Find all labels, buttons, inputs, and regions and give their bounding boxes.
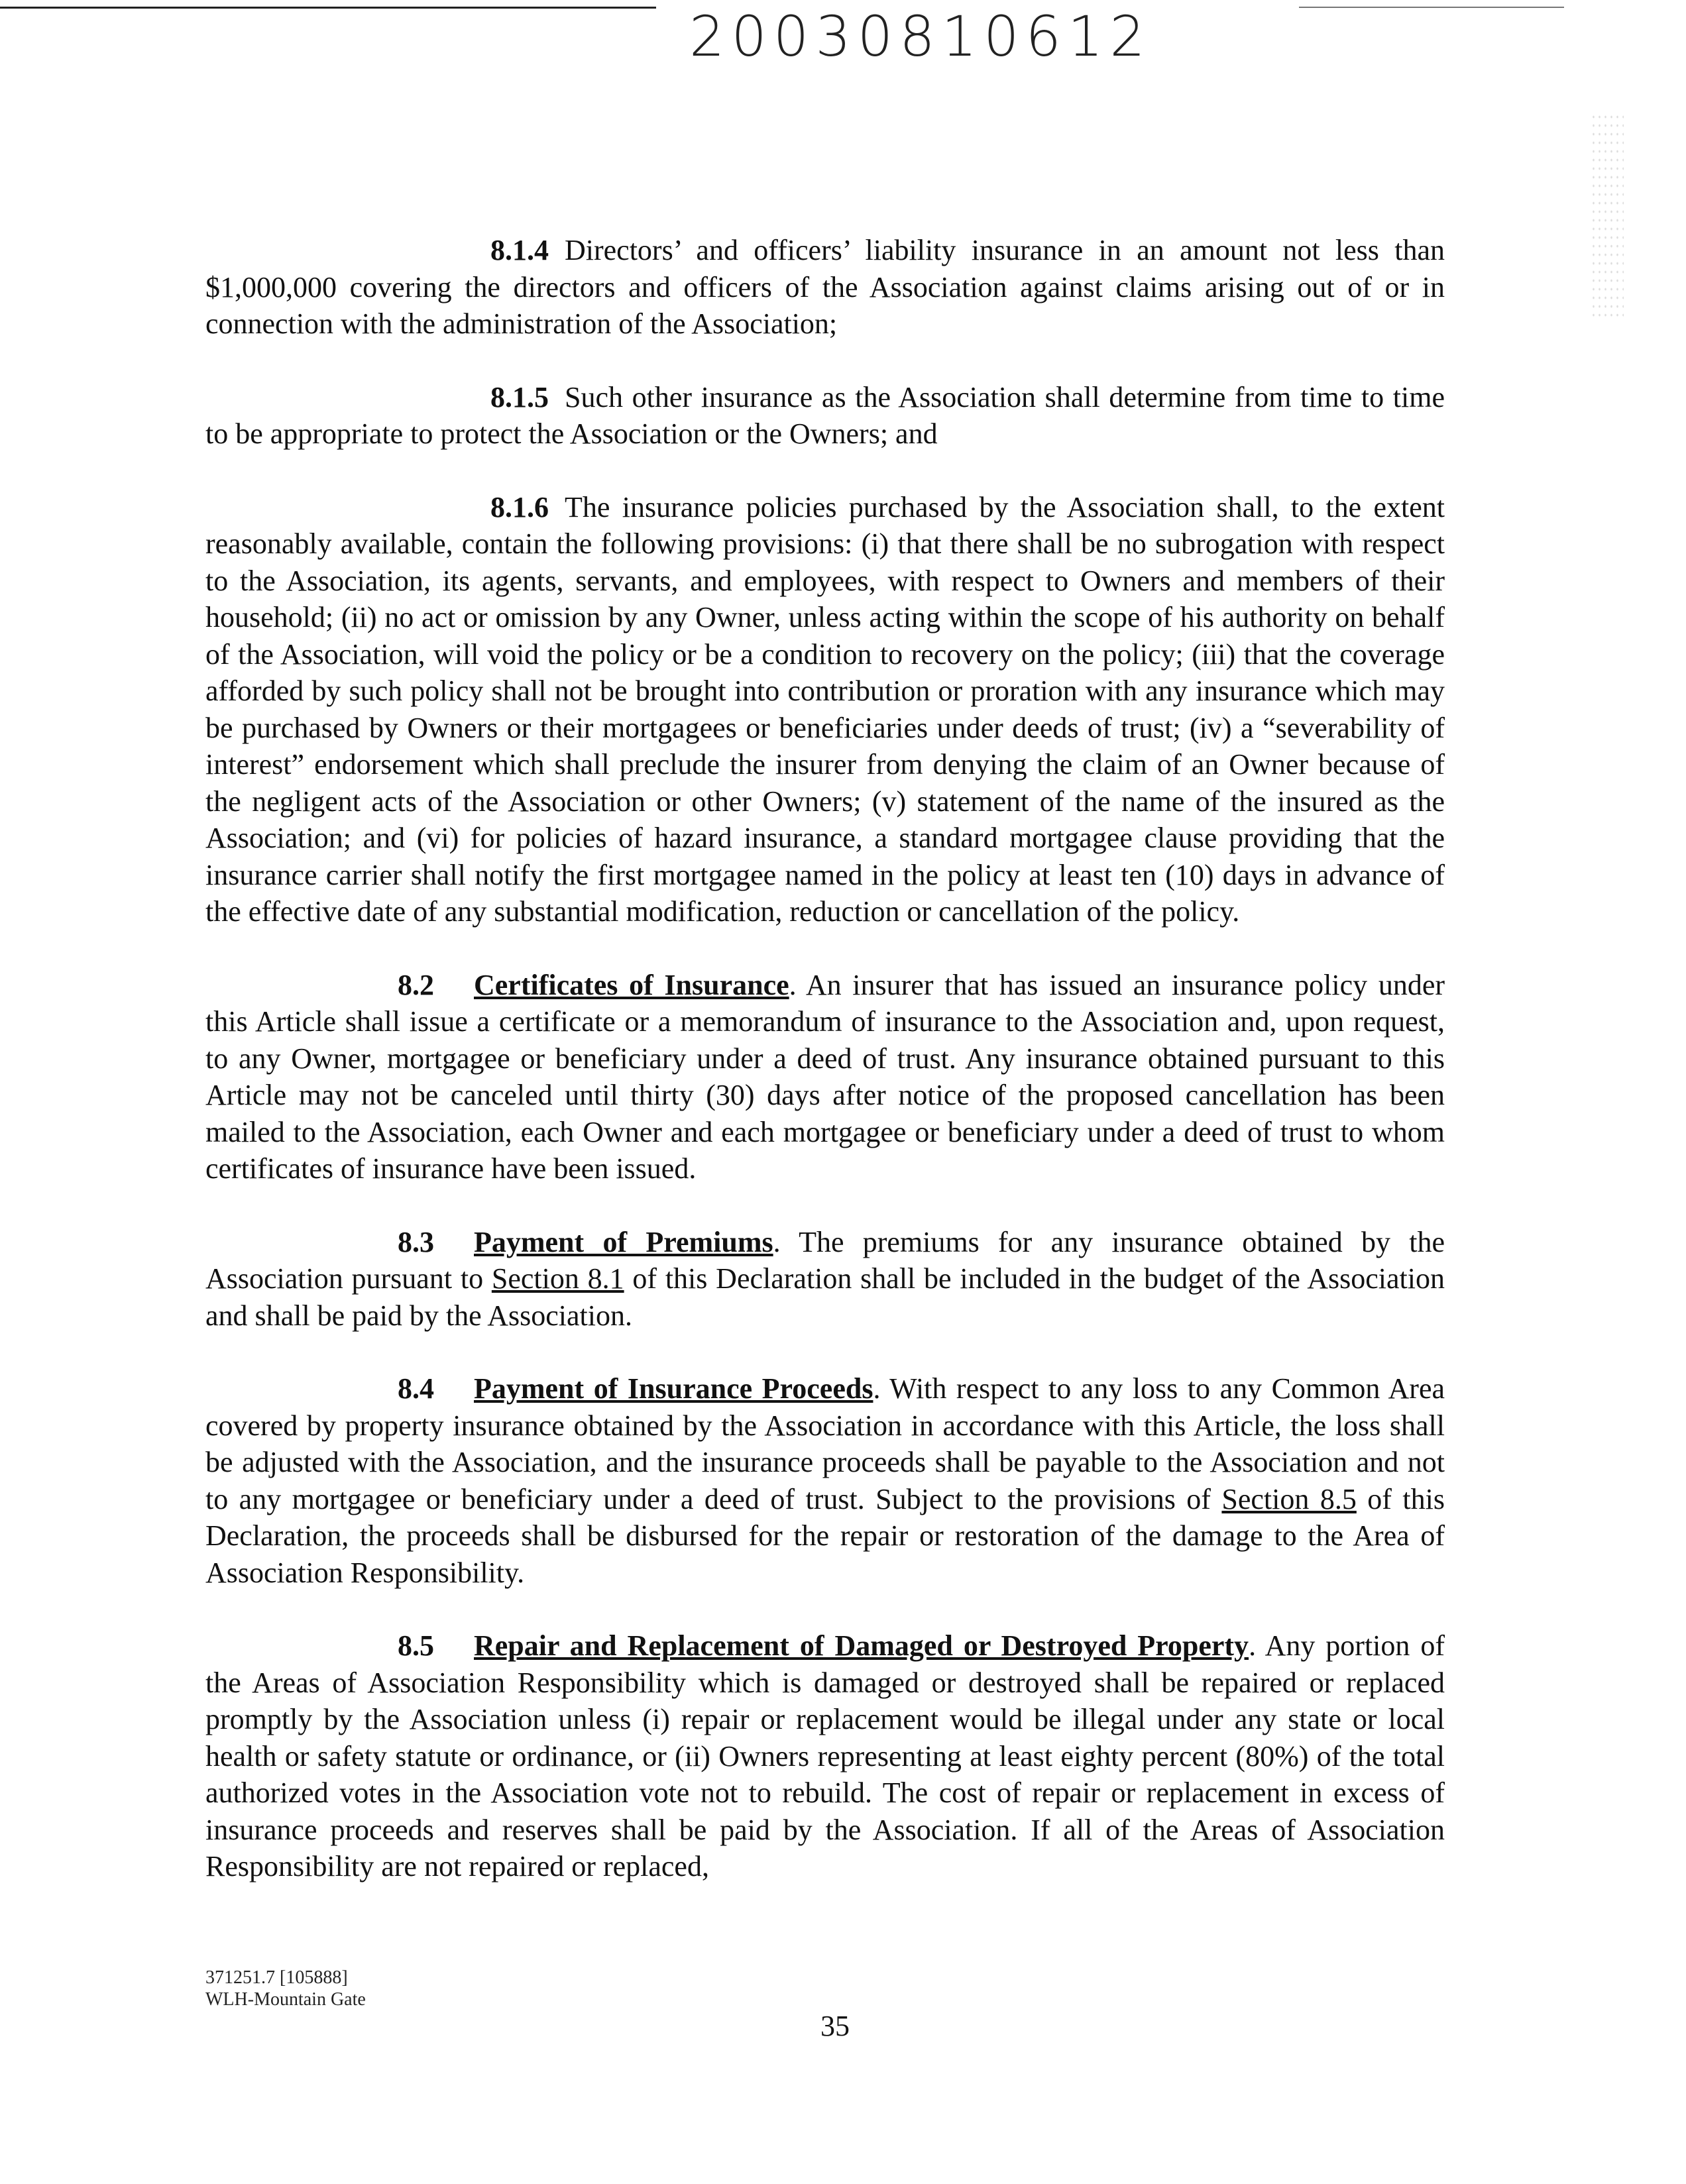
section-8-4 bbox=[205, 1370, 1445, 1591]
section-text: . With respect to any loss to any Common Area covered by property insurance obtained by the Association in accordance with this Article, the loss shall be adjusted with the Association, and the insurance proceeds shall be payable to the Association and not to any mortgagee or beneficiary under a deed of trust. Subject to the provisions of bbox=[205, 1372, 1445, 1515]
section-text: of this Declaration, the proceeds shall be disbursed for the repair or restoration of the damage to the Area of Association Responsibility. bbox=[205, 1482, 1445, 1589]
section-text: . The premiums for any insurance obtained by the Association pursuant to bbox=[205, 1225, 1445, 1295]
page-number: 35 bbox=[820, 2010, 850, 2042]
section-cross-reference: Section 8.5 bbox=[1221, 1482, 1357, 1515]
footer-document-id bbox=[205, 1967, 366, 2010]
section-number: 8.4 bbox=[398, 1372, 434, 1405]
section-number: 8.3 bbox=[398, 1225, 434, 1258]
footer-matter-name: WLH-Mountain Gate bbox=[205, 1989, 366, 2010]
section-8-5 bbox=[205, 1627, 1445, 1885]
section-8-1-6 bbox=[205, 489, 1445, 930]
section-text: . Any portion of the Areas of Association Responsibility which is damaged or destroyed shall be repaired or replaced promptly by the Association unless (i) repair or replacement would be illegal under any state or local health or safety statute or ordinance, or (ii) Owners representing at least eighty percent (80%) of the total authorized votes in the Association vote not to rebuild. The cost of repair or replacement in excess of insurance proceeds and reserves shall be paid by the Association. If all of the Areas of Association Responsibility are not repaired or replaced, bbox=[205, 1629, 1445, 1883]
section-heading: Payment of Insurance Proceeds bbox=[474, 1372, 873, 1405]
section-text: of this Declaration shall be included in the budget of the Association and shall be paid by the Association. bbox=[205, 1262, 1445, 1332]
recording-number: 20030810612 bbox=[689, 4, 1152, 69]
section-text: Directors’ and officers’ liability insurance in an amount not less than $1,000,000 covering the directors and officers of the Association against claims arising out of or in connection with the administration of the Association; bbox=[205, 234, 1445, 340]
section-text: The insurance policies purchased by the Association shall, to the extent reasonably available, contain the following provisions: (i) that there shall be no subrogation with respect to the Association, its agents, servants, and employees, with respect to Owners and members of their household; (ii) no act or omission by any Owner, unless acting within the scope of his authority on behalf of the Association, will void the policy or be a condition to recovery on the policy; (iii) that the coverage afforded by such policy shall not be brought into contribution or proration with any insurance which may be purchased by Owners or their mortgagees or beneficiaries under deeds of trust; (iv) a “severability of interest” endorsement which shall preclude the insurer from denying the claim of an Owner because of the negligent acts of the Association or other Owners; (v) statement of the name of the insured as the Association; and (vi) for policies of hazard insurance, a standard mortgagee clause providing that the insurance carrier shall notify the first mortgagee named in the policy at least ten (10) days in advance of the effective date of any substantial modification, reduction or cancellation of the policy. bbox=[205, 490, 1445, 928]
section-text: Such other insurance as the Association shall determine from time to time to be appropriate to protect the Association or the Owners; and bbox=[205, 380, 1445, 450]
top-scan-rule-right bbox=[1299, 7, 1564, 8]
section-heading: Repair and Replacement of Damaged or Destroyed Property bbox=[474, 1629, 1249, 1662]
section-number: 8.1.5 bbox=[490, 380, 549, 413]
section-8-1-5 bbox=[205, 379, 1445, 453]
section-number: 8.2 bbox=[398, 968, 434, 1001]
section-8-1-4 bbox=[205, 232, 1445, 343]
section-number: 8.1.6 bbox=[490, 490, 549, 523]
section-8-2 bbox=[205, 967, 1445, 1187]
footer-doc-number: 371251.7 [105888] bbox=[205, 1967, 348, 1988]
section-number: 8.1.4 bbox=[490, 234, 549, 266]
section-text: . An insurer that has issued an insurance policy under this Article shall issue a certificate or a memorandum of insurance to the Association and, upon request, to any Owner, mortgagee or beneficiary under a deed of trust. Any insurance obtained pursuant to this Article may not be canceled until thirty (30) days after notice of the proposed cancellation has been mailed to the Association, each Owner and each mortgagee or beneficiary under a deed of trust to whom certificates of insurance have been issued. bbox=[205, 968, 1445, 1185]
scan-margin-artifact bbox=[1591, 113, 1624, 318]
section-number: 8.5 bbox=[398, 1629, 434, 1662]
section-8-3 bbox=[205, 1224, 1445, 1335]
top-scan-rule bbox=[0, 7, 656, 9]
section-heading: Payment of Premiums bbox=[474, 1225, 773, 1258]
section-cross-reference: Section 8.1 bbox=[491, 1262, 624, 1295]
document-body bbox=[205, 232, 1445, 1922]
section-heading: Certificates of Insurance bbox=[474, 968, 789, 1001]
